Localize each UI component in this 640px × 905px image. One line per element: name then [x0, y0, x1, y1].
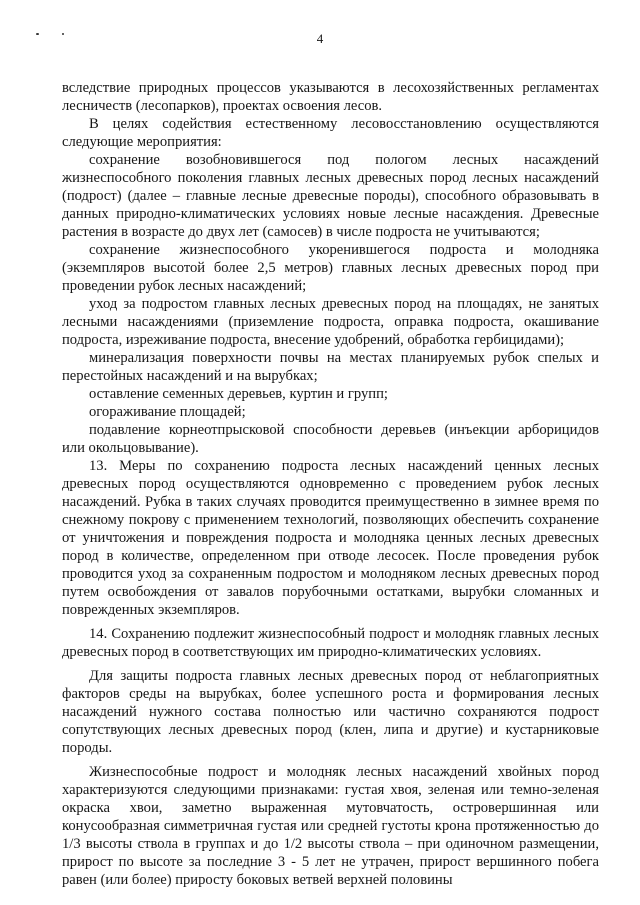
clause-14: 14. Сохранению подлежит жизнеспособный подрост и молодняк главных лесных древесных пород в соответствующих им природно-климатических условиях.	[62, 626, 599, 660]
list-item: оставление семенных деревьев, куртин и групп;	[89, 386, 388, 402]
paragraph-intro: В целях содействия естественному лесовосстановлению осуществляются следующие мероприятия:	[62, 116, 599, 150]
page-number: 4	[316, 31, 324, 46]
paragraph-continuation: вследствие природных процессов указываются в лесохозяйственных регламентах лесничеств (лесопарков), проектах освоения лесов.	[62, 80, 599, 114]
list-item: минерализация поверхности почвы на местах планируемых рубок спелых и перестойных насаждений и на вырубках;	[62, 350, 599, 384]
clause-13: 13. Меры по сохранению подроста лесных насаждений ценных лесных древесных пород осуществляются одновременно с проведением рубок лесных насаждений. Рубка в таких случаях проводится преимущественно в зимнее время по снежному покрову с применением технологий, позволяющих обеспечить сохранение от уничтожения и повреждения подроста и молодняка ценных лесных древесных пород в количестве, определенном при отводе лесосек. После проведения рубок проводится уход за сохраненным подростом и молодняком лесных древесных пород путем освобождения от завалов порубочными остатками, вырубки сломанных и поврежденных экземпляров.	[62, 458, 599, 618]
paragraph-signs: Жизнеспособные подрост и молодняк лесных насаждений хвойных пород характеризуются следующими признаками: густая хвоя, зеленая или темно-зеленая окраска хвои, заметно выраженная мутовчатость, островершинная или конусообразная симметричная густая или средней густоты крона протяженностью до 1/3 высоты ствола в группах и до 1/2 высоты ствола – при одиночном размещении, прирост по высоте за последние 3 - 5 лет не утрачен, прирост вершинного побега равен (или более) приросту боковых ветвей верхней половины	[62, 764, 599, 888]
paragraph-protection: Для защиты подроста главных лесных древесных пород от неблагоприятных факторов среды на вырубках, более успешного роста и формирования лесных насаждений нужного состава полностью или частично сохраняются подрост сопутствующих лесных древесных пород (клен, липа и другие) и кустарниковые породы.	[62, 668, 599, 756]
list-item: сохранение жизнеспособного укоренившегося подроста и молодняка (экземпляров высотой более 2,5 метров) главных лесных древесных пород при проведении рубок лесных насаждений;	[62, 242, 599, 294]
list-item: сохранение возобновившегося под пологом лесных насаждений жизнеспособного поколения главных лесных древесных пород лесных насаждений (подрост) (далее – главные лесные древесные породы), способного образовывать в данных природно-климатических условиях новые лесные насаждения. Древесные растения в возрасте до двух лет (самосев) в числе подроста не учитываются;	[62, 152, 599, 240]
list-item: уход за подростом главных лесных древесных пород на площадях, не занятых лесными насаждениями (приземление подроста, оправка подроста, окашивание подроста, изреживание подроста, внесение удобрений, обработка гербицидами);	[62, 296, 599, 348]
document-body	[62, 79, 599, 889]
list-item: подавление корнеотпрысковой способности деревьев (инъекции арборицидов или окольцовывание).	[62, 422, 599, 456]
list-item: огораживание площадей;	[89, 404, 246, 420]
